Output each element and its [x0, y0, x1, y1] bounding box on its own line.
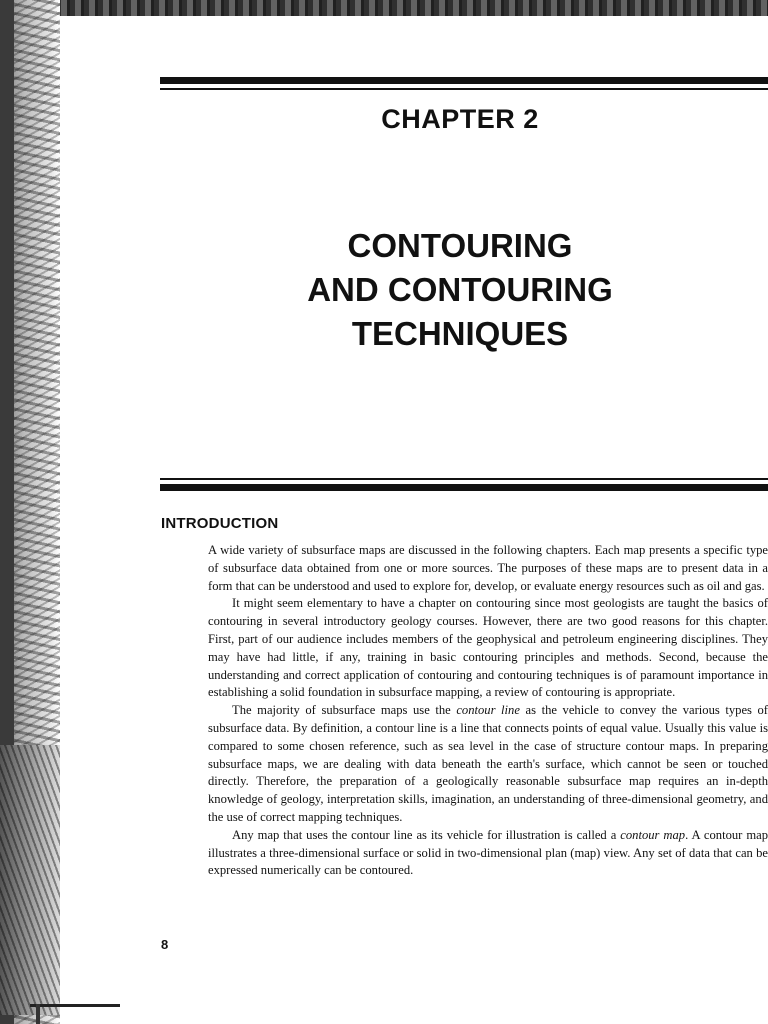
scan-artifact-line: [30, 1004, 120, 1007]
defined-term: contour map: [620, 827, 686, 842]
paragraph: [208, 702, 768, 827]
chapter-label: CHAPTER 2: [381, 104, 539, 134]
header-rule-thick: [160, 77, 768, 84]
section-rule-thin: [160, 478, 768, 480]
paragraph-text: as the vehicle to convey the various types of subsurface data. By definition, a contour line is a line that connects points of equal value. Usually this value is compared to some chosen reference, such as sea level in the case of structure contour maps. In preparing subsurface maps, we are dealing with data beneath the earth's surface, which cannot be seen or touched directly. Therefore, the preparation of a geologically reasonable subsurface map requires an in-depth knowledge of geology, interpretation skills, imagination, an understanding of three-dimensional geometry, and the use of correct mapping techniques.: [208, 703, 768, 824]
paragraph: It might seem elementary to have a chapter on contouring since most geologists are taught the basics of contouring in several introductory geology courses. However, there are two good reasons for this chapter. First, part of our audience includes members of the geophysical and petroleum engineering disciplines. They may have had little, if any, training in basic contouring principles and methods. Second, because the understanding and correct application of contouring and contouring techniques is of paramount importance in establishing a solid foundation in subsurface mapping, a review of contouring is appropriate.: [208, 596, 768, 700]
section-heading: INTRODUCTION: [161, 515, 279, 532]
defined-term: contour line: [456, 703, 520, 718]
chapter-title-line: CONTOURING: [347, 227, 573, 264]
scan-edge-top: [0, 0, 768, 16]
paragraph-text: Any map that uses the contour line as its vehicle for illustration is called a: [232, 827, 621, 842]
page-number: 8: [161, 937, 169, 952]
scan-noise-lower: [0, 745, 60, 1015]
chapter-title: [160, 224, 760, 356]
scan-artifact-stub: [36, 1004, 40, 1024]
paragraph-text: . A contour map illustrates a three-dimensional surface or solid in two-dimensional plan (map) view. Any set of data that can be expressed numerically can be contoured.: [208, 827, 768, 878]
section-rule-thick: [160, 484, 768, 491]
scan-edge-left: [0, 0, 60, 1024]
paragraph-text: The majority of subsurface maps use the: [232, 703, 457, 718]
scan-edge-bottom: [30, 998, 120, 1024]
paragraph: A wide variety of subsurface maps are discussed in the following chapters. Each map presents a specific type of subsurface data obtained from one or more sources. The purposes of these maps are to present data in a form that can be understood and used to explore for, develop, or evaluate energy resources such as oil and gas.: [208, 543, 768, 593]
chapter-title-line: AND CONTOURING: [307, 271, 613, 308]
header-rule-thin: [160, 88, 768, 90]
chapter-title-line: TECHNIQUES: [351, 315, 569, 352]
paragraph: [208, 827, 768, 880]
body-text: [208, 542, 768, 880]
